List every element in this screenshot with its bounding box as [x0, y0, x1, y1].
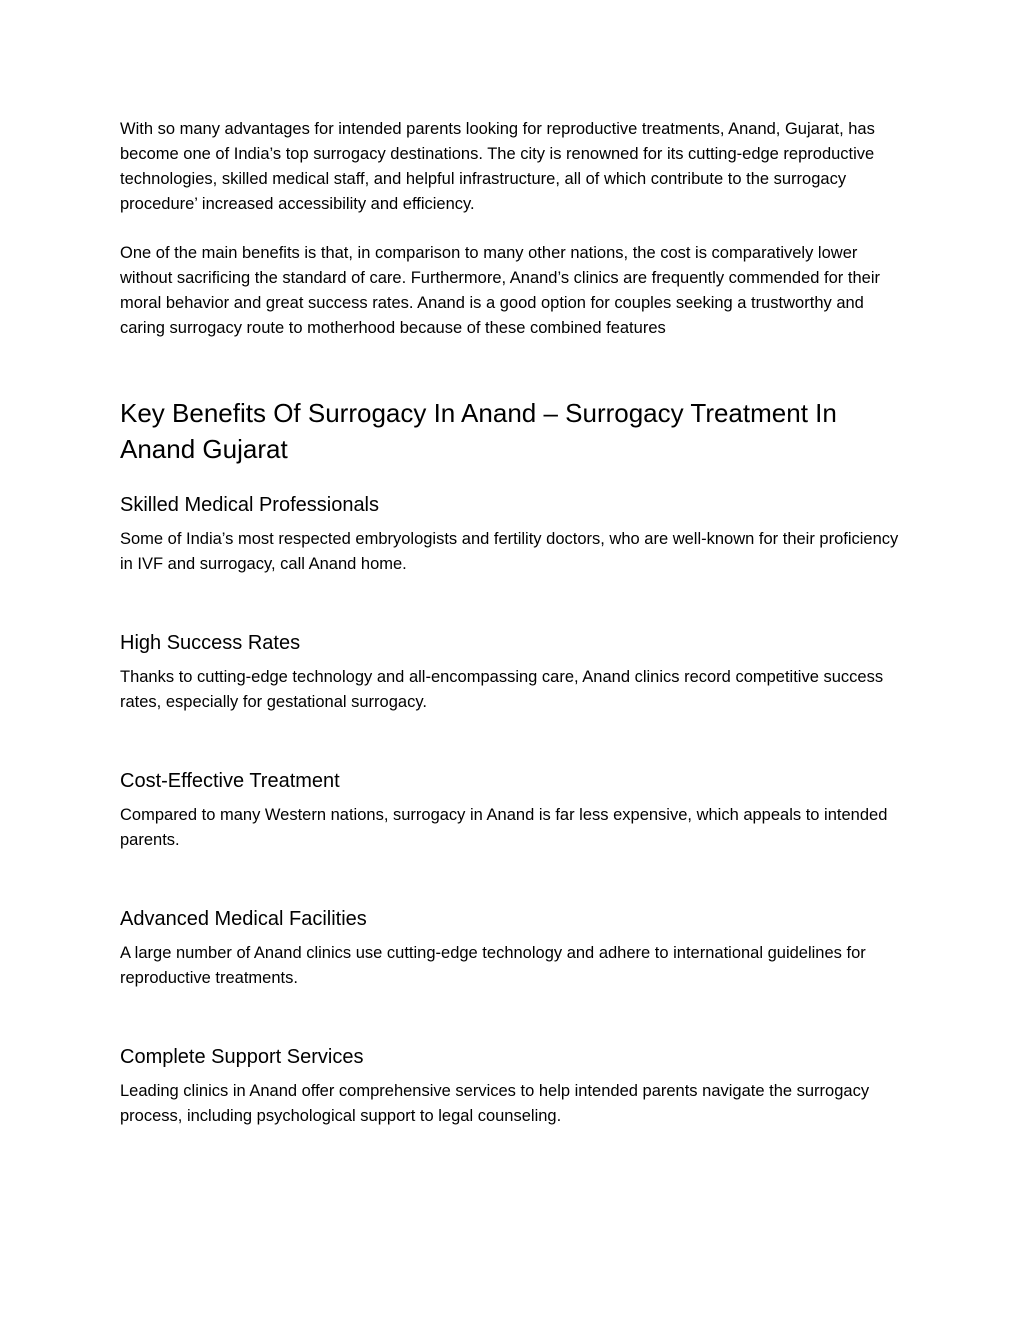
section-title-complete-support-services: Complete Support Services [120, 1046, 364, 1068]
section-body-complete-support-services: Leading clinics in Anand offer comprehensive services to help intended parents navigate the surrogacy process, including psychological support to legal counseling. [120, 1082, 870, 1125]
section-body-high-success-rates: Thanks to cutting-edge technology and all-encompassing care, Anand clinics record competitive success rates, especially for gestational surrogacy. [120, 668, 884, 711]
intro-paragraph-2: One of the main benefits is that, in comparison to many other nations, the cost is comparatively lower without sacrificing the standard of care. Furthermore, Anand’s clinics are frequently commended for their moral behavior and great success rates. Anand is a good option for couples seeking a trustworthy and caring surrogacy route to motherhood because of these combined features [120, 244, 880, 337]
section-body-skilled-medical-professionals: Some of India’s most respected embryologists and fertility doctors, who are well-known for their proficiency in IVF and surrogacy, call Anand home. [120, 530, 899, 573]
section-title-high-success-rates: High Success Rates [120, 632, 301, 654]
section-title-skilled-medical-professionals: Skilled Medical Professionals [120, 494, 380, 516]
page-title: Key Benefits Of Surrogacy In Anand – Surrogacy Treatment In Anand Gujarat [120, 398, 837, 464]
section-body-cost-effective-treatment: Compared to many Western nations, surrogacy in Anand is far less expensive, which appeals to intended parents. [120, 806, 888, 849]
section-title-advanced-medical-facilities: Advanced Medical Facilities [120, 908, 367, 930]
intro-paragraph-1: With so many advantages for intended parents looking for reproductive treatments, Anand, Gujarat, has become one of India’s top surrogacy destinations. The city is renowned for its cutting-edge reproductive technologies, skilled medical staff, and helpful infrastructure, all of which contribute to the surrogacy procedure’ increased accessibility and efficiency. [120, 120, 875, 213]
section-body-advanced-medical-facilities: A large number of Anand clinics use cutting-edge technology and adhere to international guidelines for reproductive treatments. [120, 944, 866, 987]
section-title-cost-effective-treatment: Cost-Effective Treatment [120, 770, 340, 792]
